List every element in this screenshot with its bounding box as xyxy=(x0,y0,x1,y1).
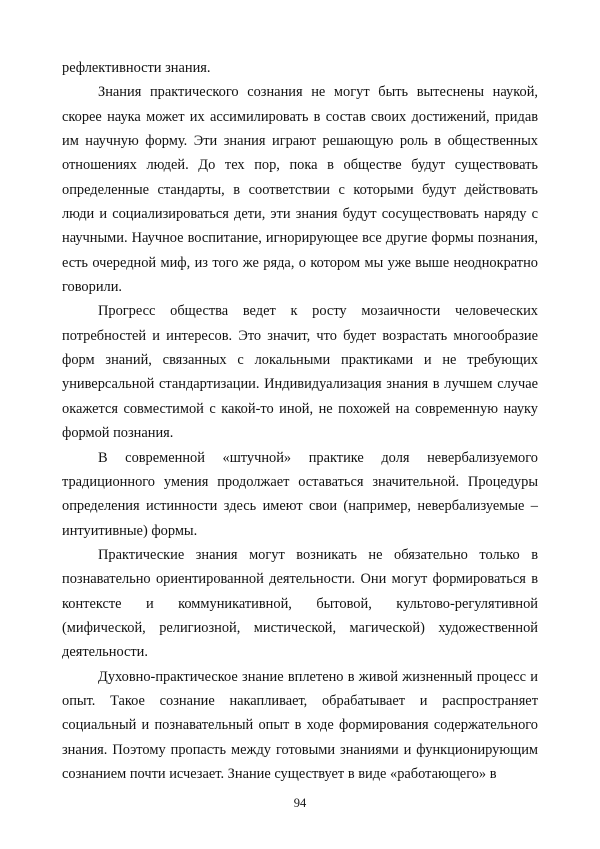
paragraph-practical-knowledge: Знания практического сознания не могут быть вытеснены наукой, скорее наука может их ассимилировать в состав своих достижений, придав им научную форму. Эти знания играют решающую роль в общественных отношениях людей. До тех пор, пока в обществе будут существовать определенные стандарты, в соответствии с которыми будут действовать люди и социализироваться дети, эти знания будут сосуществовать наряду с научными. Научное воспитание, игнорирующее все другие формы познания, есть очередной миф, из того же ряда, о котором мы уже выше неоднократно говорили. xyxy=(62,84,538,296)
paragraph-progress-of-society: Прогресс общества ведет к росту мозаичности человеческих потребностей и интересов. Это значит, что будет возрастать многообразие форм знаний, связанных с локальными практиками и не требующих универсальной стандартизации. Индивидуализация знания в лучшем случае окажется совместимой с какой-то иной, не похожей на современную науку формой познания. xyxy=(62,303,538,442)
paragraph-continuation: рефлективности знания. xyxy=(62,60,211,76)
paragraph-piece-practice: В современной «штучной» практике доля невербализуемого традиционного умения продолжает оставаться значительной. Процедуры определения истинности здесь имеют свои (например, невербализуемые – интуитивные) формы. xyxy=(62,449,538,539)
paragraph-practical-knowledge-origins: Практические знания могут возникать не обязательно только в познавательно ориентированной деятельности. Они могут формироваться в контексте и коммуникативной, бытовой, культово-регулятивной (мифической, религиозной, мистической, магической) художественной деятельности. xyxy=(62,546,538,661)
paragraph-spiritual-practical-knowledge: Духовно-практическое знание вплетено в живой жизненный процесс и опыт. Такое сознание накапливает, обрабатывает и распространяет социальный и познавательный опыт в ходе формирования содержательного знания. Поэтому пропасть между готовыми знаниями и функционирующим сознанием почти исчезает. Знание существует в виде «работающего» в xyxy=(62,668,538,782)
page-number: 94 xyxy=(293,796,307,810)
page-body xyxy=(62,56,538,786)
